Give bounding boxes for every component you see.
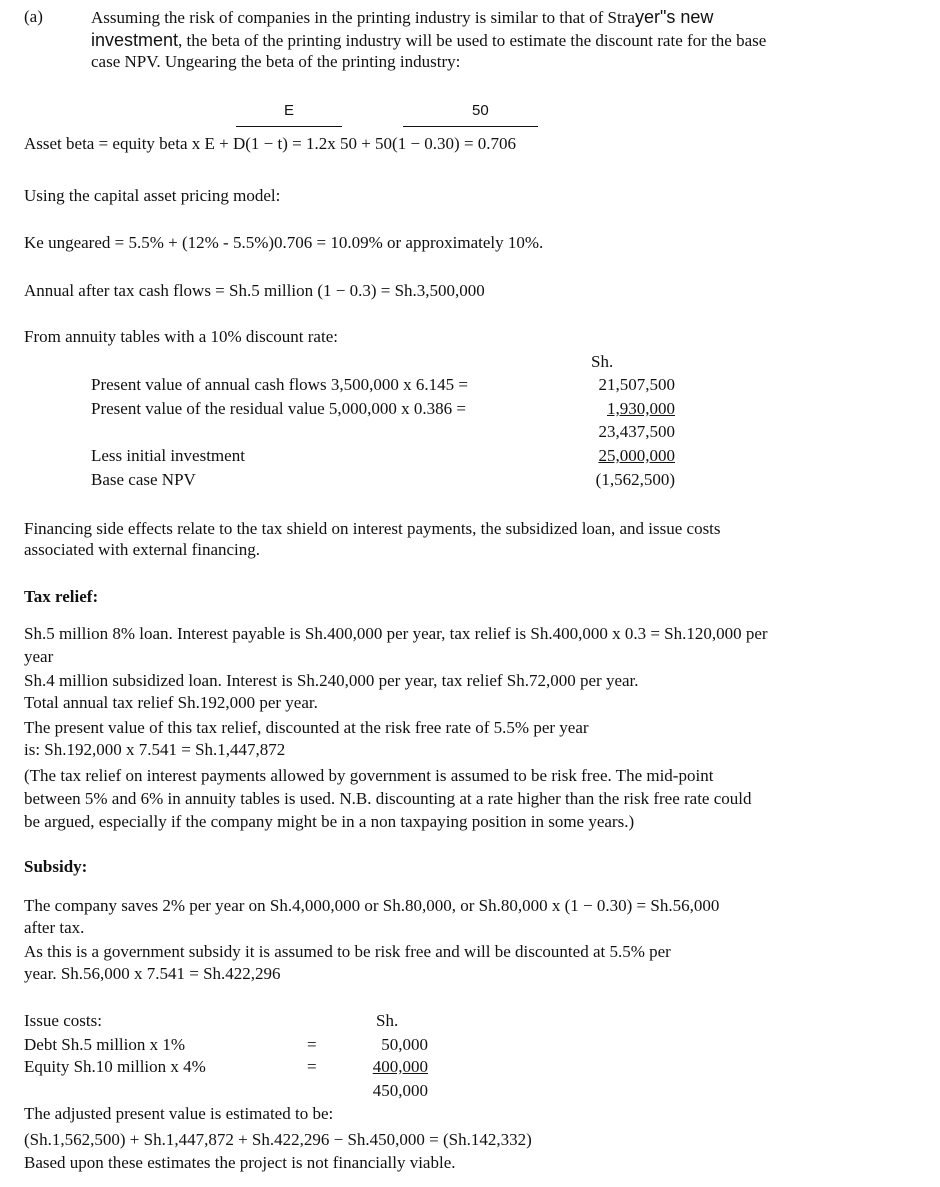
cash-flow-line: Annual after tax cash flows = Sh.5 million (1 − 0.3) = Sh.3,500,000 [24,281,485,300]
asset-beta-equation: Asset beta = equity beta x E + D(1 − t) = 1.2x 50 + 50(1 − 0.30) = 0.706 [24,134,517,153]
apv-calculation: (Sh.1,562,500) + Sh.1,447,872 + Sh.422,296 − Sh.450,000 = (Sh.142,332) [24,1130,532,1149]
subsidy-line: The company saves 2% per year on Sh.4,000,000 or Sh.80,000, or Sh.80,000 x (1 − 0.30) = Sh.56,000 [24,896,720,915]
subsidy-line: year. Sh.56,000 x 7.541 = Sh.422,296 [24,964,281,983]
tax-relief-line: between 5% and 6% in annuity tables is used. N.B. discounting at a rate higher than the risk free rate could [24,789,752,808]
apv-intro: The adjusted present value is estimated to be: [24,1104,334,1123]
npv-row-value: 25,000,000 [598,446,675,465]
tax-relief-line: Sh.4 million subsidized loan. Interest is Sh.240,000 per year, tax relief Sh.72,000 per year. [24,671,639,690]
issue-cost-value: 50,000 [381,1035,428,1054]
intro-line-3: case NPV. Ungearing the beta of the printing industry: [91,52,461,71]
issue-cost-equals: = [307,1057,317,1076]
subsidy-line: As this is a government subsidy it is assumed to be risk free and will be discounted at 5.5% per [24,942,671,961]
intro-line-1-text: Assuming the risk of companies in the printing industry is similar to that of Stra [91,8,635,27]
npv-row-value: 21,507,500 [598,375,675,394]
ke-ungeared-line: Ke ungeared = 5.5% + (12% - 5.5%)0.706 = 10.09% or approximately 10%. [24,233,544,252]
apv-conclusion: Based upon these estimates the project is not financially viable. [24,1153,456,1172]
npv-currency-header: Sh. [591,352,614,371]
intro-line-1 [91,6,713,29]
npv-row-value: 1,930,000 [607,399,675,418]
npv-row-label: Present value of annual cash flows 3,500,000 x 6.145 = [91,375,468,394]
intro-line-1-tail: yer"s new [634,7,714,27]
beta-numerator-50: 50 [472,102,489,119]
issue-cost-equals: = [307,1035,317,1054]
tax-relief-line: Total annual tax relief Sh.192,000 per year. [24,693,318,712]
issue-cost-label: Equity Sh.10 million x 4% [24,1057,206,1076]
tax-relief-heading: Tax relief: [24,587,99,606]
intro-line-2-head: investment [91,30,179,50]
subsidy-line: after tax. [24,918,85,937]
tax-relief-line: year [24,647,54,666]
beta-fraction-bar-right [403,126,538,127]
npv-subtotal-value: 23,437,500 [598,422,675,441]
issue-costs-heading: Issue costs: [24,1011,102,1030]
npv-row-label: Present value of the residual value 5,000,000 x 0.386 = [91,399,467,418]
issue-cost-label: Debt Sh.5 million x 1% [24,1035,186,1054]
issue-costs-currency: Sh. [376,1011,399,1030]
issue-cost-total: 450,000 [372,1081,428,1100]
tax-relief-line: Sh.5 million 8% loan. Interest payable is Sh.400,000 per year, tax relief is Sh.400,000 x 0.3 = Sh.120,000 per [24,624,768,643]
subsidy-heading: Subsidy: [24,857,88,876]
annuity-line: From annuity tables with a 10% discount rate: [24,327,338,346]
part-label: (a) [24,7,43,26]
base-case-npv-value: (1,562,500) [595,470,675,489]
npv-row-label: Less initial investment [91,446,245,465]
capm-heading: Using the capital asset pricing model: [24,186,281,205]
beta-numerator-e: E [284,102,295,119]
tax-relief-line: The present value of this tax relief, discounted at the risk free rate of 5.5% per year [24,718,589,737]
tax-relief-line: (The tax relief on interest payments allowed by government is assumed to be risk free. The mid-point [24,766,714,785]
intro-line-2 [91,29,766,52]
tax-relief-line: is: Sh.192,000 x 7.541 = Sh.1,447,872 [24,740,286,759]
financing-line-2: associated with external financing. [24,540,261,559]
issue-cost-value: 400,000 [372,1057,428,1076]
npv-row-label: Base case NPV [91,470,196,489]
tax-relief-line: be argued, especially if the company might be in a non taxpaying position in some years.) [24,812,635,831]
financing-line-1: Financing side effects relate to the tax shield on interest payments, the subsidized loan, and issue costs [24,519,721,538]
intro-line-2-text: , the beta of the printing industry will be used to estimate the discount rate for the base [178,31,767,50]
beta-fraction-bar-left [236,126,342,127]
